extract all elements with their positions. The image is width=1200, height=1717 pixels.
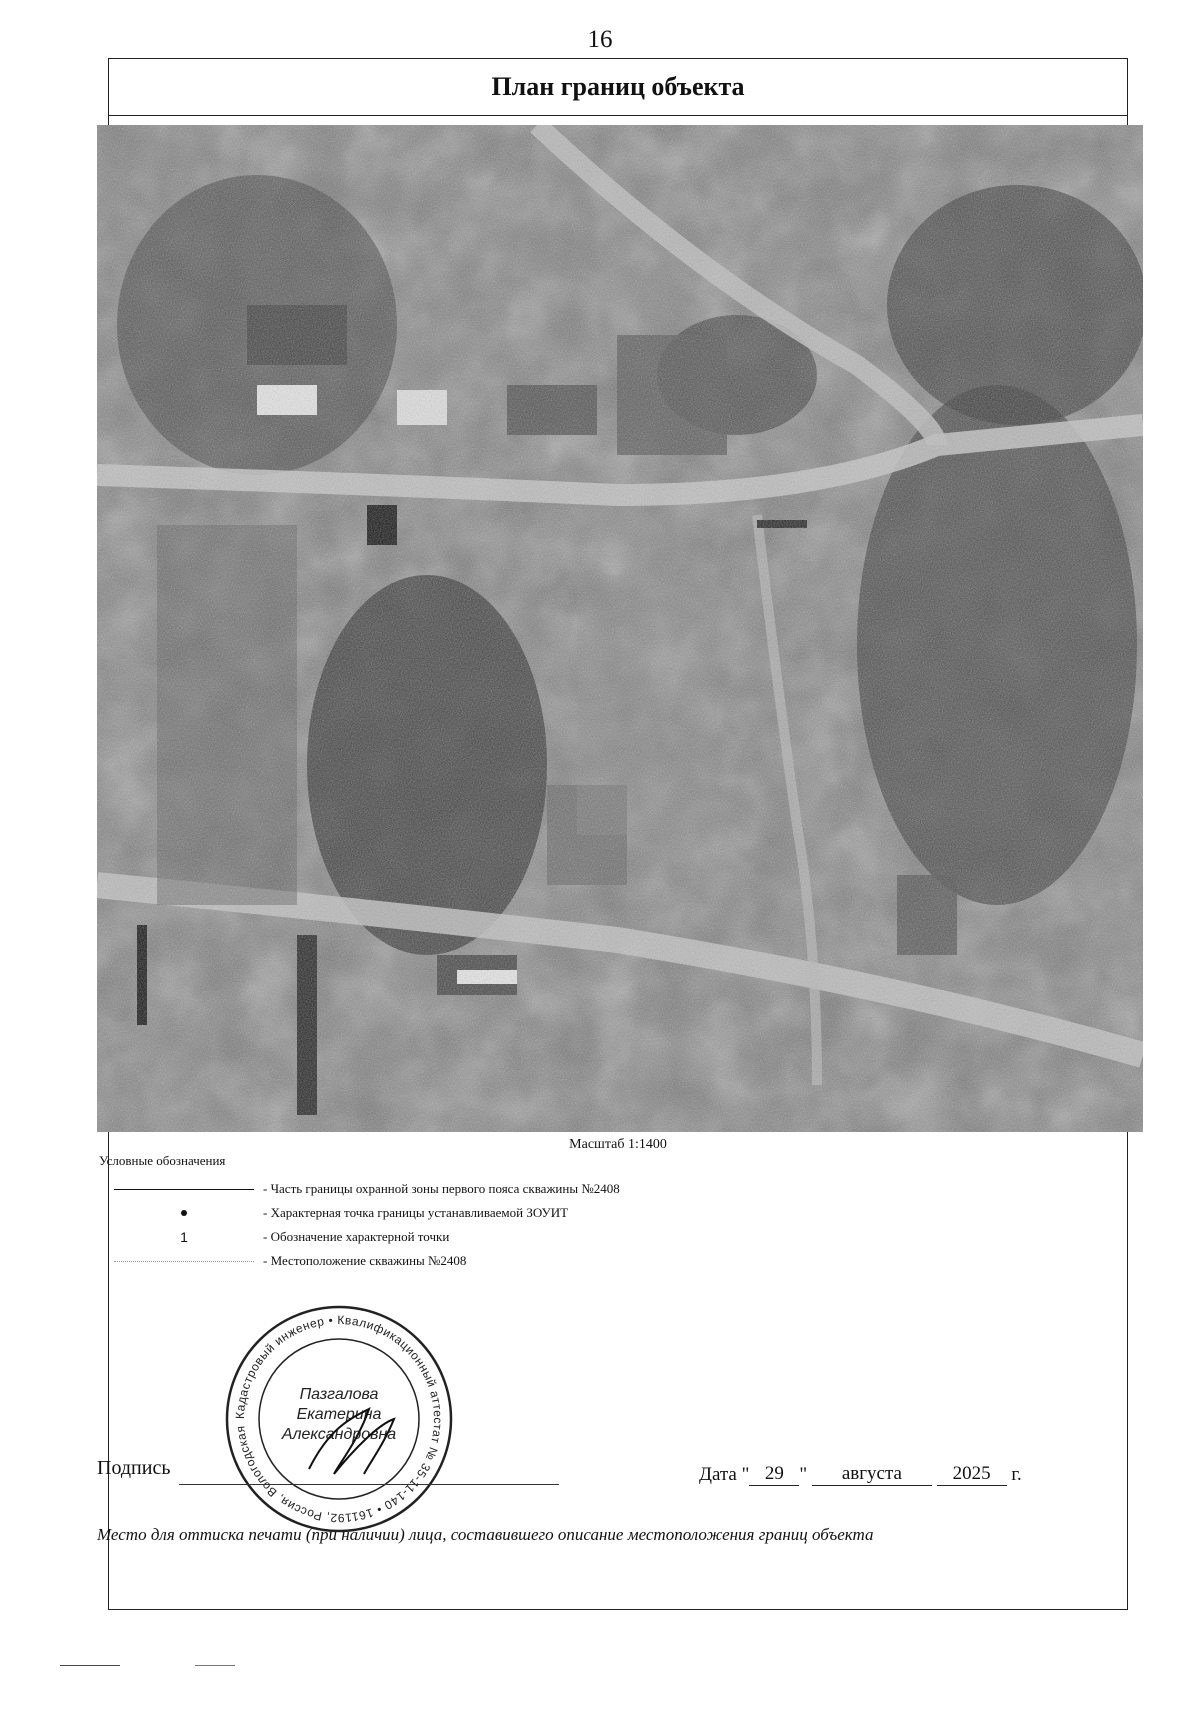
legend-item-point xyxy=(109,1203,568,1223)
page-number: 16 xyxy=(587,26,613,53)
stamp-name-3: Александровна xyxy=(281,1426,397,1443)
date-year-suffix: г. xyxy=(1011,1464,1022,1485)
legend-item-point-label xyxy=(109,1227,449,1247)
legend-text: - Часть границы охранной зоны первого пояса скважины №2408 xyxy=(263,1181,620,1196)
signature-line xyxy=(179,1484,559,1485)
signature-label: Подпись xyxy=(97,1457,171,1479)
date-month: августа xyxy=(812,1463,932,1486)
stamp-place-note: Место для оттиска печати (при наличии) лица, составившего описание местоположения границ объекта xyxy=(97,1525,874,1544)
date-label: Дата xyxy=(699,1464,737,1485)
date-row: Дата " 29 " августа 2025 г. xyxy=(699,1463,1022,1485)
dotted-line-symbol xyxy=(114,1261,254,1262)
legend-text: - Обозначение характерной точки xyxy=(263,1229,450,1244)
aerial-map xyxy=(97,125,1143,1132)
legend-title: Условные обозначения xyxy=(99,1153,226,1168)
footer-mark xyxy=(60,1665,120,1666)
official-stamp xyxy=(219,1299,459,1539)
legend-item-well xyxy=(109,1251,466,1271)
footer-mark xyxy=(195,1665,235,1666)
dot-symbol xyxy=(181,1210,187,1216)
legend-text: - Местоположение скважины №2408 xyxy=(263,1253,467,1268)
date-day: 29 xyxy=(749,1463,799,1486)
stamp-name-1: Пазгалова xyxy=(299,1386,379,1403)
number-symbol: 1 xyxy=(180,1229,188,1245)
date-year: 2025 xyxy=(937,1463,1007,1486)
line-symbol xyxy=(114,1189,254,1190)
legend-text: - Характерная точка границы устанавливаемой ЗОУИТ xyxy=(263,1205,569,1220)
stamp-name-2: Екатерина xyxy=(296,1406,382,1423)
stamp-ring-text: Кадастровый инженер • Квалификационный аттестат № 35-11-140 • 161192, Россия, Вологодская xyxy=(232,1312,446,1526)
aerial-photo xyxy=(97,125,1143,1132)
page-title: План границ объекта xyxy=(109,59,1127,116)
map-scale: Масштаб 1:1400 xyxy=(569,1137,667,1152)
document-frame xyxy=(97,58,1128,1610)
legend-item-boundary xyxy=(109,1179,620,1199)
